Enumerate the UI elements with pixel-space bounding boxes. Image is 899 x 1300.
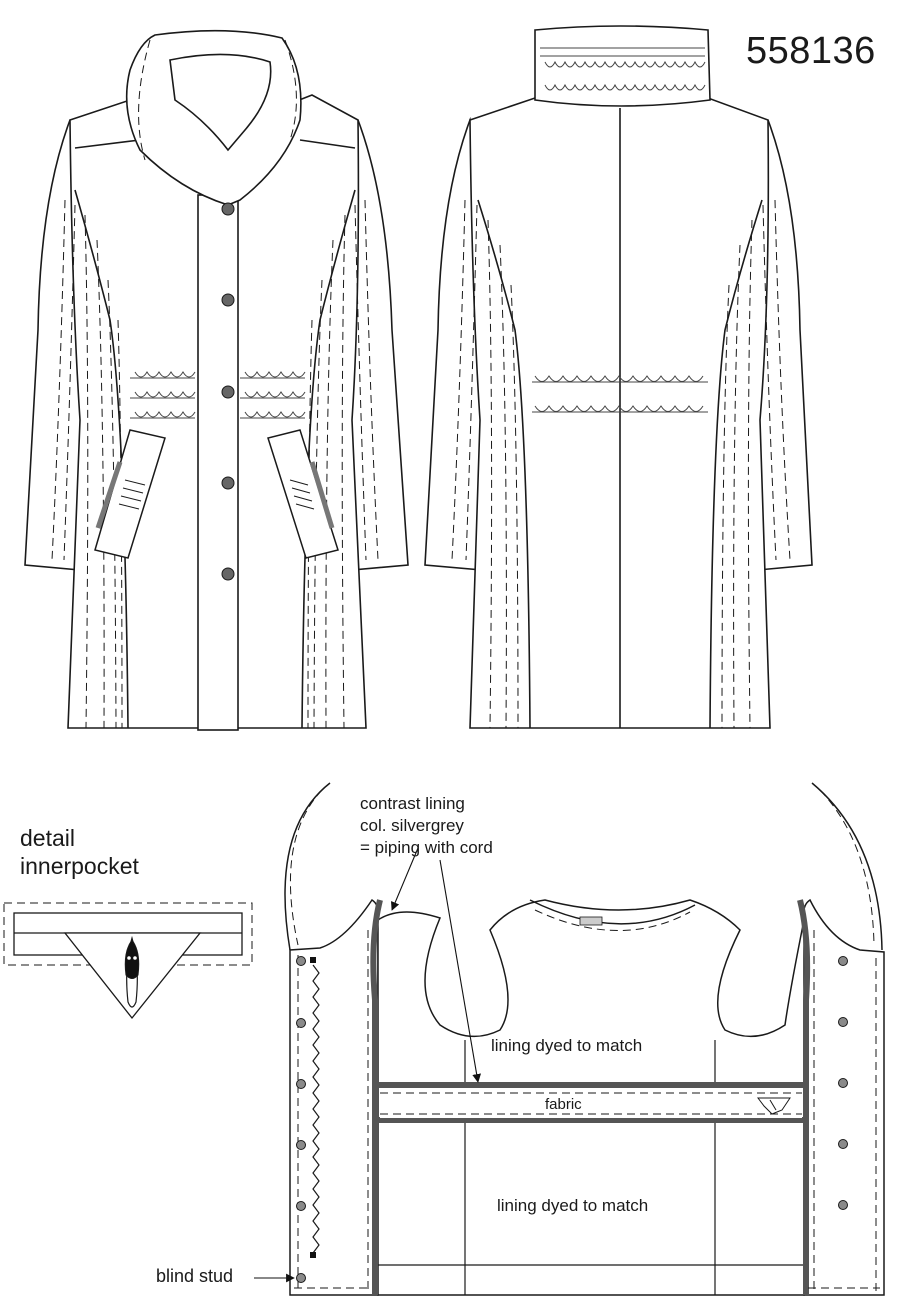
inside-label: [580, 917, 602, 925]
contrast-note-line1: contrast lining: [360, 794, 465, 813]
inside-left-collar: [285, 783, 330, 950]
front-button-1: [222, 203, 234, 215]
lining-lower-label: lining dyed to match: [497, 1196, 649, 1215]
detail-innerpocket-drawing: [4, 903, 252, 1018]
contrast-lining-note: [360, 793, 493, 859]
front-button-5: [222, 568, 234, 580]
contrast-note-line2: col. silvergrey: [360, 816, 464, 835]
detail-title-line1: detail: [20, 825, 75, 851]
style-number: 558136: [746, 30, 876, 72]
pocket-fabric-label: fabric: [545, 1096, 582, 1113]
inside-pocket-band: [380, 1088, 802, 1118]
contrast-note-line3: = piping with cord: [360, 838, 493, 857]
front-button-2: [222, 294, 234, 306]
detail-title-line2: innerpocket: [20, 853, 139, 879]
detail-title: [20, 824, 139, 880]
blind-stud-label: blind stud: [156, 1266, 234, 1286]
front-placket: [198, 195, 238, 730]
front-view: [25, 31, 408, 730]
blind-stud-marker: [297, 1274, 306, 1283]
lining-upper-label: lining dyed to match: [491, 1036, 643, 1055]
front-button-3: [222, 386, 234, 398]
front-button-4: [222, 477, 234, 489]
